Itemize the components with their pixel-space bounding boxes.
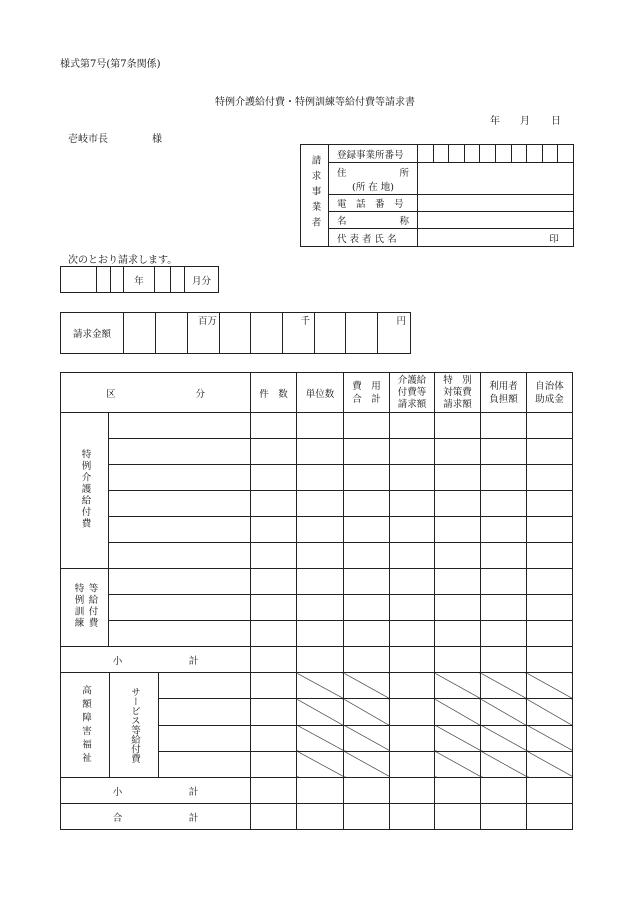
row-item[interactable] [109, 465, 251, 491]
cell[interactable] [481, 804, 527, 830]
row-item[interactable] [109, 439, 251, 465]
address-label: 住 所 (所 在 地) [329, 163, 418, 195]
cell[interactable] [481, 439, 527, 465]
cell[interactable] [435, 543, 481, 569]
representative-label: 代 表 者 氏 名 [329, 229, 418, 247]
cell[interactable] [344, 439, 390, 465]
cell[interactable] [435, 413, 481, 439]
disabled-cell [297, 725, 344, 751]
cell[interactable] [481, 517, 527, 543]
disabled-cell [344, 751, 390, 777]
cell[interactable] [251, 778, 297, 804]
disabled-cell [481, 751, 527, 777]
cell[interactable] [527, 804, 573, 830]
row-item[interactable] [109, 621, 251, 647]
disabled-cell [481, 673, 527, 699]
cell[interactable] [251, 413, 297, 439]
cell[interactable] [481, 491, 527, 517]
cell[interactable] [297, 804, 344, 830]
row-item[interactable] [159, 726, 250, 752]
amount-digit[interactable] [315, 313, 346, 354]
cell[interactable] [435, 595, 481, 621]
row-item[interactable] [109, 595, 251, 621]
group-special-training: 特例訓練 等給付費 [61, 569, 109, 647]
cell[interactable] [435, 621, 481, 647]
cell[interactable] [344, 543, 390, 569]
cell[interactable] [390, 778, 435, 804]
cell[interactable] [435, 517, 481, 543]
header-special-measures: 特 別 対策費 請求額 [435, 373, 481, 413]
amount-table [60, 312, 411, 354]
disabled-cell [297, 699, 344, 725]
cell[interactable] [390, 751, 435, 777]
phone-label: 電 話 番 号 [329, 195, 418, 212]
disabled-cell [481, 725, 527, 751]
period-month-digit[interactable] [171, 267, 185, 293]
cell[interactable] [435, 778, 481, 804]
cell[interactable] [251, 543, 297, 569]
cell[interactable] [297, 439, 344, 465]
seal-mark: 印 [549, 233, 559, 245]
subtotal-label-2: 小 計 [61, 778, 251, 804]
reg-no-digit[interactable] [418, 145, 434, 163]
cell[interactable] [297, 413, 344, 439]
disabled-cell [435, 699, 481, 725]
cell[interactable] [344, 491, 390, 517]
amount-digit[interactable] [346, 313, 378, 354]
header-category: 区 分 [61, 373, 251, 413]
group-special-care: 特例介護給付費 [61, 413, 109, 569]
disabled-cell [297, 751, 344, 777]
cell[interactable] [251, 699, 297, 725]
disabled-cell [344, 673, 390, 699]
yen-unit: 円 [396, 316, 406, 327]
address-field[interactable] [418, 163, 574, 195]
cell[interactable] [251, 491, 297, 517]
row-item[interactable] [109, 413, 251, 439]
period-month-label: 月分 [185, 267, 219, 293]
period-table [60, 266, 219, 293]
row-item[interactable] [109, 569, 251, 595]
reg-no-digit[interactable] [464, 145, 480, 163]
cell[interactable] [527, 778, 573, 804]
intro-text: 次のとおり請求します。 [68, 255, 178, 266]
cell[interactable] [527, 491, 573, 517]
cell[interactable] [297, 595, 344, 621]
company-name-field[interactable] [418, 212, 574, 229]
cell[interactable] [527, 465, 573, 491]
period-year-digit[interactable] [97, 267, 111, 293]
cell[interactable] [435, 804, 481, 830]
reg-no-digit[interactable] [527, 145, 543, 163]
row-item[interactable] [159, 699, 250, 725]
row-item[interactable] [159, 752, 250, 777]
reg-no-label: 登録事業所番号 [329, 145, 418, 163]
claimant-table [300, 144, 574, 247]
phone-field[interactable] [418, 195, 574, 212]
cell[interactable] [251, 804, 297, 830]
recipient-honorific: 様 [152, 134, 162, 145]
cell[interactable] [344, 517, 390, 543]
cell[interactable] [344, 595, 390, 621]
cell[interactable] [344, 465, 390, 491]
cell[interactable] [344, 621, 390, 647]
cell[interactable] [390, 465, 435, 491]
cell[interactable] [297, 569, 344, 595]
million-unit: 百万 [197, 316, 217, 327]
cell[interactable] [390, 647, 435, 673]
cell[interactable] [297, 465, 344, 491]
reg-no-digit[interactable] [480, 145, 496, 163]
header-units: 単位数 [297, 373, 344, 413]
cell[interactable] [481, 569, 527, 595]
company-name-label: 名 称 [329, 212, 418, 229]
representative-field[interactable] [418, 229, 574, 247]
subtotal-label: 小 計 [61, 647, 251, 673]
cell[interactable] [251, 725, 297, 751]
cell[interactable] [527, 595, 573, 621]
cell[interactable] [481, 647, 527, 673]
disabled-cell [435, 751, 481, 777]
amount-digit[interactable] [156, 313, 188, 354]
amount-digit[interactable] [124, 313, 156, 354]
cell[interactable] [344, 647, 390, 673]
cell[interactable] [251, 517, 297, 543]
cell[interactable] [435, 465, 481, 491]
cell[interactable] [527, 647, 573, 673]
cell[interactable] [481, 465, 527, 491]
header-count: 件 数 [251, 373, 297, 413]
disabled-cell [527, 673, 573, 699]
disabled-cell [527, 751, 573, 777]
cell[interactable] [251, 595, 297, 621]
cell[interactable] [527, 439, 573, 465]
header-municipal-subsidy: 自治体 助成金 [527, 373, 573, 413]
reg-no-digit[interactable] [511, 145, 527, 163]
cell[interactable] [297, 621, 344, 647]
row-item[interactable] [109, 491, 251, 517]
reg-no-digit[interactable] [495, 145, 511, 163]
recipient-name: 壱岐市長 [68, 134, 108, 145]
period-year-label: 年 [124, 267, 155, 293]
disabled-cell [435, 725, 481, 751]
cell[interactable] [435, 647, 481, 673]
cell[interactable] [251, 751, 297, 777]
reg-no-digit[interactable] [449, 145, 465, 163]
amount-label: 請求金額 [61, 313, 124, 354]
reg-no-digit[interactable] [433, 145, 449, 163]
cell[interactable] [251, 439, 297, 465]
claimant-side-label: 請求事業者 [301, 145, 329, 247]
cell[interactable] [344, 804, 390, 830]
cell[interactable] [251, 465, 297, 491]
cell[interactable] [390, 543, 435, 569]
cell[interactable] [481, 413, 527, 439]
form-number: 様式第7号(第7条関係) [60, 59, 161, 70]
amount-digit[interactable] [283, 313, 315, 354]
amount-digit[interactable] [378, 313, 411, 354]
cell[interactable] [390, 413, 435, 439]
cell[interactable] [390, 725, 435, 751]
amount-digit[interactable] [188, 313, 220, 354]
disabled-cell [344, 725, 390, 751]
cell[interactable] [297, 491, 344, 517]
reg-no-digit[interactable] [542, 145, 558, 163]
cell[interactable] [297, 543, 344, 569]
cell[interactable] [297, 778, 344, 804]
disabled-cell [344, 699, 390, 725]
header-care-benefit: 介護給 付費等 請求額 [390, 373, 435, 413]
cell[interactable] [527, 543, 573, 569]
cell[interactable] [390, 621, 435, 647]
cell[interactable] [481, 543, 527, 569]
amount-digit[interactable] [220, 313, 251, 354]
disabled-cell [527, 699, 573, 725]
row-item[interactable] [109, 543, 251, 569]
cell[interactable] [344, 569, 390, 595]
period-year-digit[interactable] [111, 267, 124, 293]
cell[interactable] [390, 699, 435, 725]
disabled-cell [481, 699, 527, 725]
disabled-cell [435, 673, 481, 699]
cell[interactable] [251, 569, 297, 595]
header-cost-total: 費 用 合 計 [344, 373, 390, 413]
cell[interactable] [297, 517, 344, 543]
header-user-burden: 利用者 負担額 [481, 373, 527, 413]
thousand-unit: 千 [300, 316, 310, 327]
cell[interactable] [527, 413, 573, 439]
cell[interactable] [390, 569, 435, 595]
period-year-digit[interactable] [61, 267, 97, 293]
row-item[interactable] [159, 673, 250, 699]
cell[interactable] [251, 647, 297, 673]
cell[interactable] [390, 673, 435, 699]
row-item[interactable] [109, 517, 251, 543]
date-year-label: 年 [490, 116, 500, 127]
date-month-label: 月 [520, 116, 530, 127]
cell[interactable] [435, 569, 481, 595]
cell[interactable] [481, 595, 527, 621]
cell[interactable] [390, 517, 435, 543]
cell[interactable] [251, 621, 297, 647]
cell[interactable] [251, 673, 297, 699]
cell[interactable] [527, 569, 573, 595]
reg-no-digit[interactable] [558, 145, 574, 163]
cell[interactable] [390, 491, 435, 517]
cell[interactable] [481, 778, 527, 804]
cell[interactable] [344, 778, 390, 804]
cell[interactable] [390, 804, 435, 830]
period-month-digit[interactable] [155, 267, 171, 293]
amount-digit[interactable] [251, 313, 283, 354]
cell[interactable] [527, 517, 573, 543]
date-day-label: 日 [551, 116, 561, 127]
cell[interactable] [297, 647, 344, 673]
cell[interactable] [527, 621, 573, 647]
disabled-cell [527, 725, 573, 751]
page-title: 特例介護給付費・特例訓練等給付費等請求書 [215, 97, 415, 108]
main-table [60, 372, 573, 830]
disabled-cell [297, 673, 344, 699]
group-high-cost: 高額障害福祉 サービス等給付費 [61, 673, 251, 778]
cell[interactable] [481, 621, 527, 647]
cell[interactable] [390, 595, 435, 621]
total-label: 合 計 [61, 804, 251, 830]
cell[interactable] [344, 413, 390, 439]
cell[interactable] [435, 491, 481, 517]
cell[interactable] [435, 439, 481, 465]
cell[interactable] [390, 439, 435, 465]
